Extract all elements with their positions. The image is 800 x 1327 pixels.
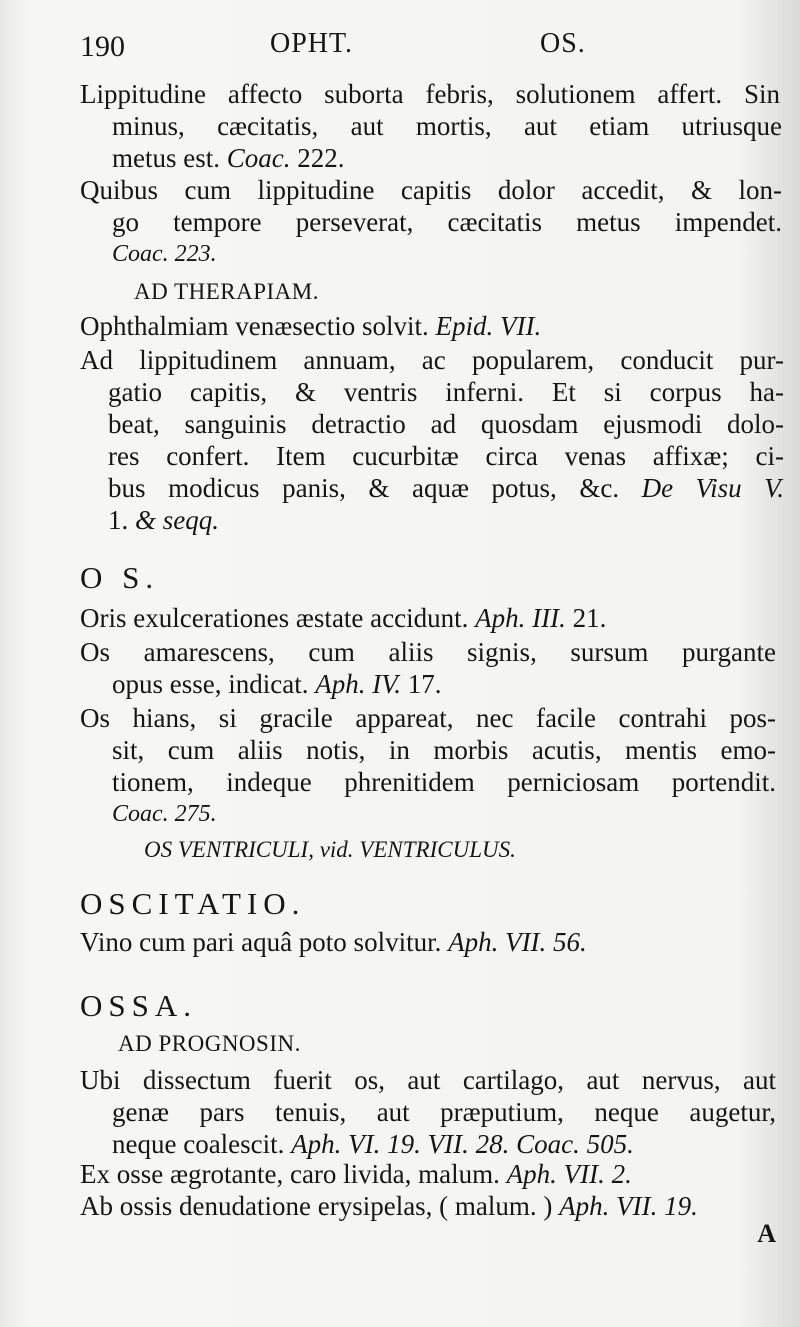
text-line bbox=[80, 702, 776, 734]
text-line bbox=[112, 110, 782, 142]
text-line bbox=[80, 174, 782, 206]
text-segment: Ad lippitudinem annuam, ac popularem, conducit pur- bbox=[80, 345, 784, 375]
text-segment: 21. bbox=[572, 603, 607, 633]
text-segment: opus esse, indicat. bbox=[112, 669, 309, 699]
text-line bbox=[80, 310, 541, 342]
text-segment: OSCITATIO. bbox=[80, 886, 306, 921]
page-number: 190 bbox=[80, 30, 125, 63]
text-line bbox=[80, 602, 606, 634]
text-segment: 1. bbox=[108, 505, 129, 535]
text-segment: Aph. IV. bbox=[315, 669, 401, 699]
text-segment: OS VENTRICULI, vid. VENTRICULUS. bbox=[144, 837, 516, 862]
text-segment: Vino cum pari aquâ poto solvitur. bbox=[80, 927, 442, 957]
text-segment: 17. bbox=[407, 669, 442, 699]
text-segment: Ubi dissectum fuerit os, aut cartilago, aut nervus, aut bbox=[80, 1065, 776, 1095]
text-line bbox=[80, 1190, 698, 1222]
text-segment: Ophthalmiam venæsectio solvit. bbox=[80, 311, 429, 341]
text-line bbox=[108, 440, 784, 472]
entry-heading bbox=[80, 888, 305, 920]
text-line bbox=[80, 1064, 776, 1096]
text-segment: Coac. bbox=[226, 143, 291, 173]
text-segment: De Visu V. bbox=[641, 473, 784, 503]
text-segment: tionem, indeque phrenitidem perniciosam portendit. bbox=[112, 767, 776, 797]
text-segment: Ab ossis denudatione erysipelas, ( malum. ) bbox=[80, 1191, 553, 1221]
section-heading bbox=[118, 1028, 301, 1060]
text-segment: Epid. VII. bbox=[435, 311, 542, 341]
text-segment: O S. bbox=[80, 560, 160, 595]
entry-heading bbox=[80, 990, 197, 1022]
text-segment: Aph. VII. 56. bbox=[448, 927, 587, 957]
text-line bbox=[108, 472, 784, 504]
text-segment: Aph. VII. 19. bbox=[559, 1191, 698, 1221]
text-segment: genæ pars tenuis, aut præputium, neque augetur, bbox=[112, 1097, 776, 1127]
text-line bbox=[112, 668, 441, 700]
text-segment: Quibus cum lippitudine capitis dolor accedit, & lon- bbox=[80, 175, 782, 205]
text-segment: res confert. Item cucurbitæ circa venas affixæ; ci- bbox=[108, 441, 784, 471]
text-line bbox=[112, 206, 782, 238]
header-title-right: OS. bbox=[540, 28, 586, 59]
text-segment: OSSA. bbox=[80, 988, 198, 1023]
section-heading bbox=[134, 276, 319, 308]
text-segment: Os amarescens, cum aliis signis, sursum purgante bbox=[80, 637, 776, 667]
text-line bbox=[80, 636, 776, 668]
text-segment: AD THERAPIAM. bbox=[134, 279, 319, 304]
text-line bbox=[108, 504, 219, 536]
text-segment: go tempore perseverat, cæcitatis metus impendet. bbox=[112, 207, 782, 237]
text-segment: & seqq. bbox=[135, 505, 219, 535]
text-segment: Aph. III. bbox=[475, 603, 566, 633]
text-line bbox=[112, 1128, 634, 1160]
cross-reference bbox=[144, 834, 516, 866]
text-line bbox=[112, 798, 217, 830]
signature-mark: A bbox=[757, 1219, 776, 1248]
text-segment: Aph. VII. 2. bbox=[506, 1159, 632, 1189]
text-line bbox=[112, 766, 776, 798]
text-segment: beat, sanguinis detractio ad quosdam ejusmodi dolo- bbox=[108, 409, 784, 439]
text-segment: sit, cum aliis notis, in morbis acutis, mentis emo- bbox=[112, 735, 776, 765]
text-segment: Oris exulcerationes æstate accidunt. bbox=[80, 603, 469, 633]
text-line bbox=[80, 926, 587, 958]
text-line bbox=[108, 408, 784, 440]
text-line bbox=[80, 1158, 632, 1190]
text-line bbox=[108, 376, 784, 408]
text-segment: AD PROGNOSIN. bbox=[118, 1031, 301, 1056]
text-segment: Coac. bbox=[112, 801, 169, 827]
entry-heading bbox=[80, 562, 159, 594]
running-header bbox=[80, 26, 760, 66]
text-segment: 222. bbox=[297, 143, 345, 173]
text-line bbox=[112, 1096, 776, 1128]
text-segment: minus, cæcitatis, aut mortis, aut etiam utriusque bbox=[112, 111, 782, 141]
text-segment: 275. bbox=[174, 801, 217, 827]
text-segment: Aph. VI. 19. VII. 28. Coac. 505. bbox=[291, 1129, 634, 1159]
text-segment: bus modicus panis, & aquæ potus, &c. bbox=[108, 473, 620, 503]
text-line bbox=[112, 238, 217, 270]
text-segment: 223. bbox=[174, 241, 217, 267]
header-title-left: OPHT. bbox=[270, 28, 354, 59]
text-segment: metus est. bbox=[112, 143, 220, 173]
text-segment: Coac. bbox=[112, 241, 169, 267]
text-segment: Lippitudine affecto suborta febris, solutionem affert. Sin bbox=[80, 79, 780, 109]
text-line bbox=[112, 734, 776, 766]
text-segment: Ex osse ægrotante, caro livida, malum. bbox=[80, 1159, 500, 1189]
text-line bbox=[80, 344, 784, 376]
text-line bbox=[80, 78, 780, 110]
text-segment: gatio capitis, & ventris inferni. Et si corpus ha- bbox=[108, 377, 784, 407]
text-segment: Os hians, si gracile appareat, nec facile contrahi pos- bbox=[80, 703, 776, 733]
text-line bbox=[112, 142, 345, 174]
text-segment: neque coalescit. bbox=[112, 1129, 285, 1159]
